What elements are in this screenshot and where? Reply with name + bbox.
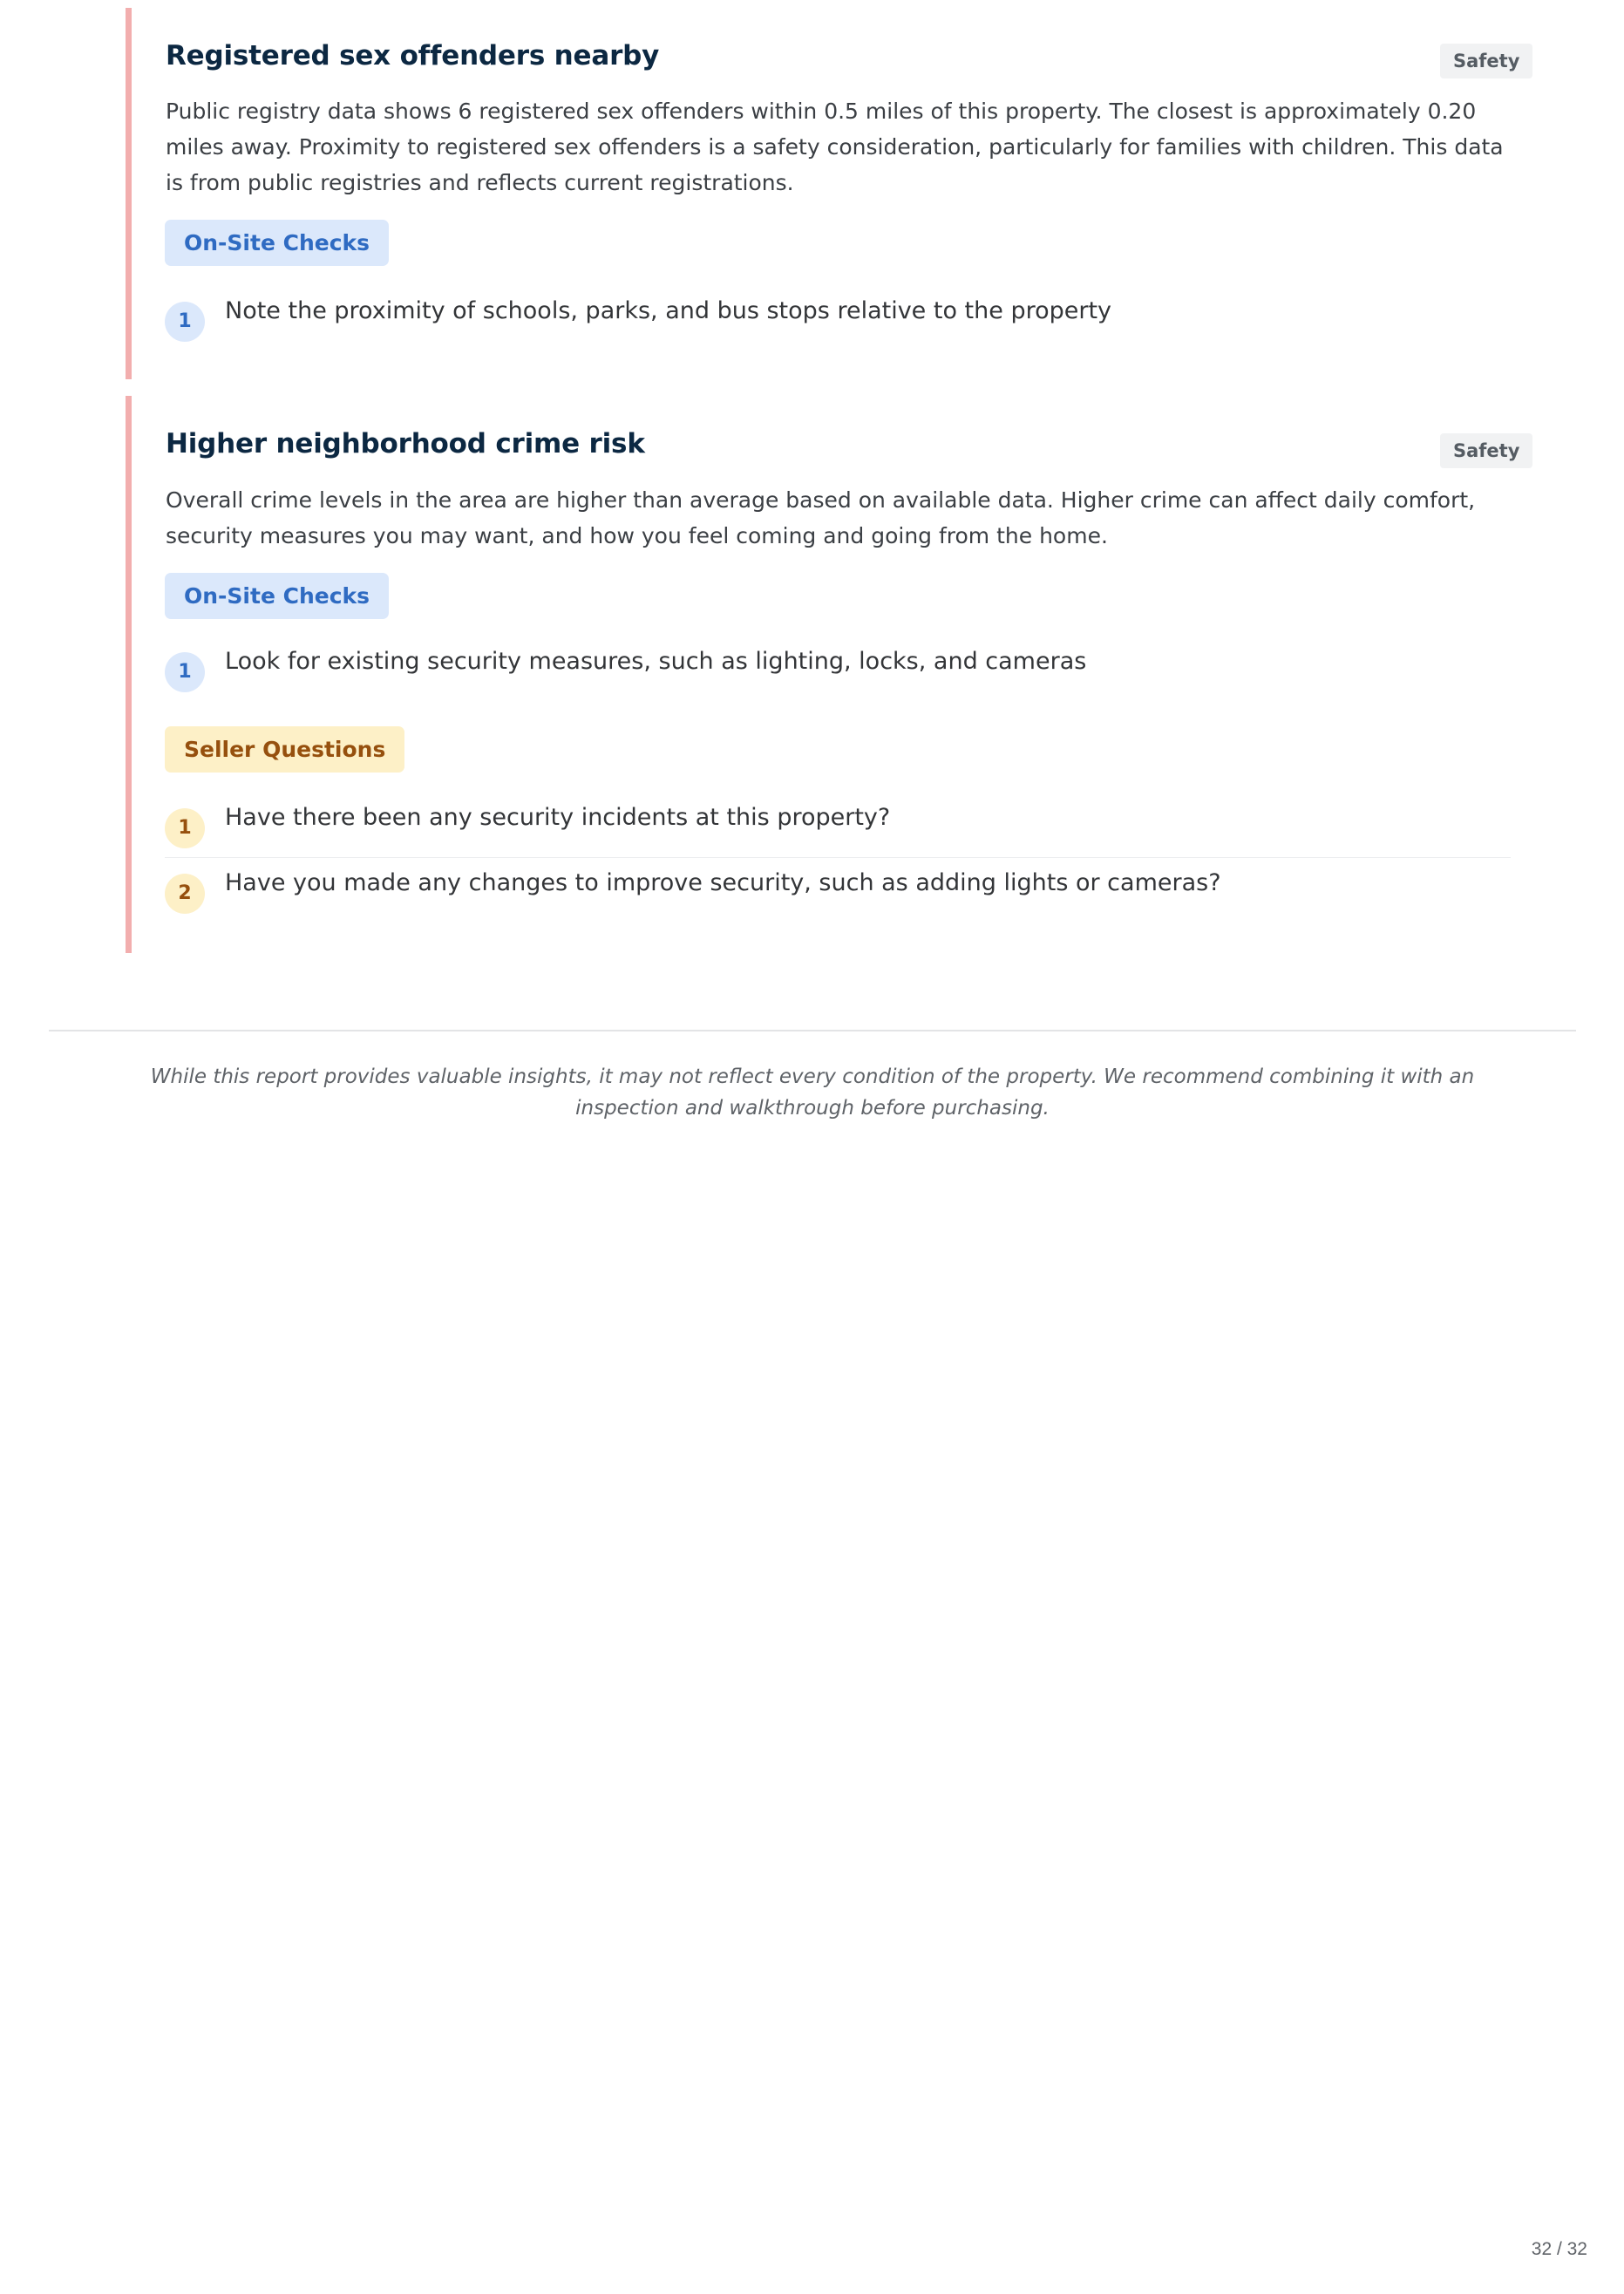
step-number: 1 <box>165 302 205 342</box>
issue-title: Higher neighborhood crime risk <box>166 428 645 459</box>
onsite-checks-label: On-Site Checks <box>165 573 389 619</box>
seller-question-item <box>165 793 1511 858</box>
seller-questions-label: Seller Questions <box>165 726 404 773</box>
page-number: 32 / 32 <box>1531 2239 1587 2259</box>
issue-description: Overall crime levels in the area are higher than average based on available data. Higher crime can affect daily comfort, security measures you may want, and how you feel coming and going from the home. <box>166 487 1476 548</box>
onsite-check-item <box>165 286 1511 351</box>
step-text: Have you made any changes to improve security, such as adding lights or cameras? <box>225 869 1221 896</box>
step-text: Look for existing security measures, such as lighting, locks, and cameras <box>225 648 1087 675</box>
step-number: 2 <box>165 874 205 914</box>
footer-divider <box>49 1030 1576 1031</box>
category-badge: Safety <box>1440 433 1532 468</box>
onsite-checks-label: On-Site Checks <box>165 220 389 266</box>
issue-title: Registered sex offenders nearby <box>166 40 660 71</box>
footer-disclaimer: While this report provides valuable insights, it may not reflect every condition of the property. We recommend combining it with an inspection and walkthrough before purchasing. <box>150 1065 1475 1120</box>
step-number: 1 <box>165 808 205 848</box>
onsite-check-item <box>165 636 1511 701</box>
step-number: 1 <box>165 652 205 692</box>
step-text: Have there been any security incidents at this property? <box>225 804 891 831</box>
issue-description: Public registry data shows 6 registered sex offenders within 0.5 miles of this property. The closest is approximately 0.20 miles away. Proximity to registered sex offenders is a safety consideration, particularly for families with children. This data is from public registries and reflects current registrations. <box>166 99 1504 195</box>
seller-question-item <box>165 858 1511 922</box>
step-text: Note the proximity of schools, parks, and bus stops relative to the property <box>225 297 1112 324</box>
card-header <box>166 8 1512 43</box>
category-badge: Safety <box>1440 44 1532 78</box>
